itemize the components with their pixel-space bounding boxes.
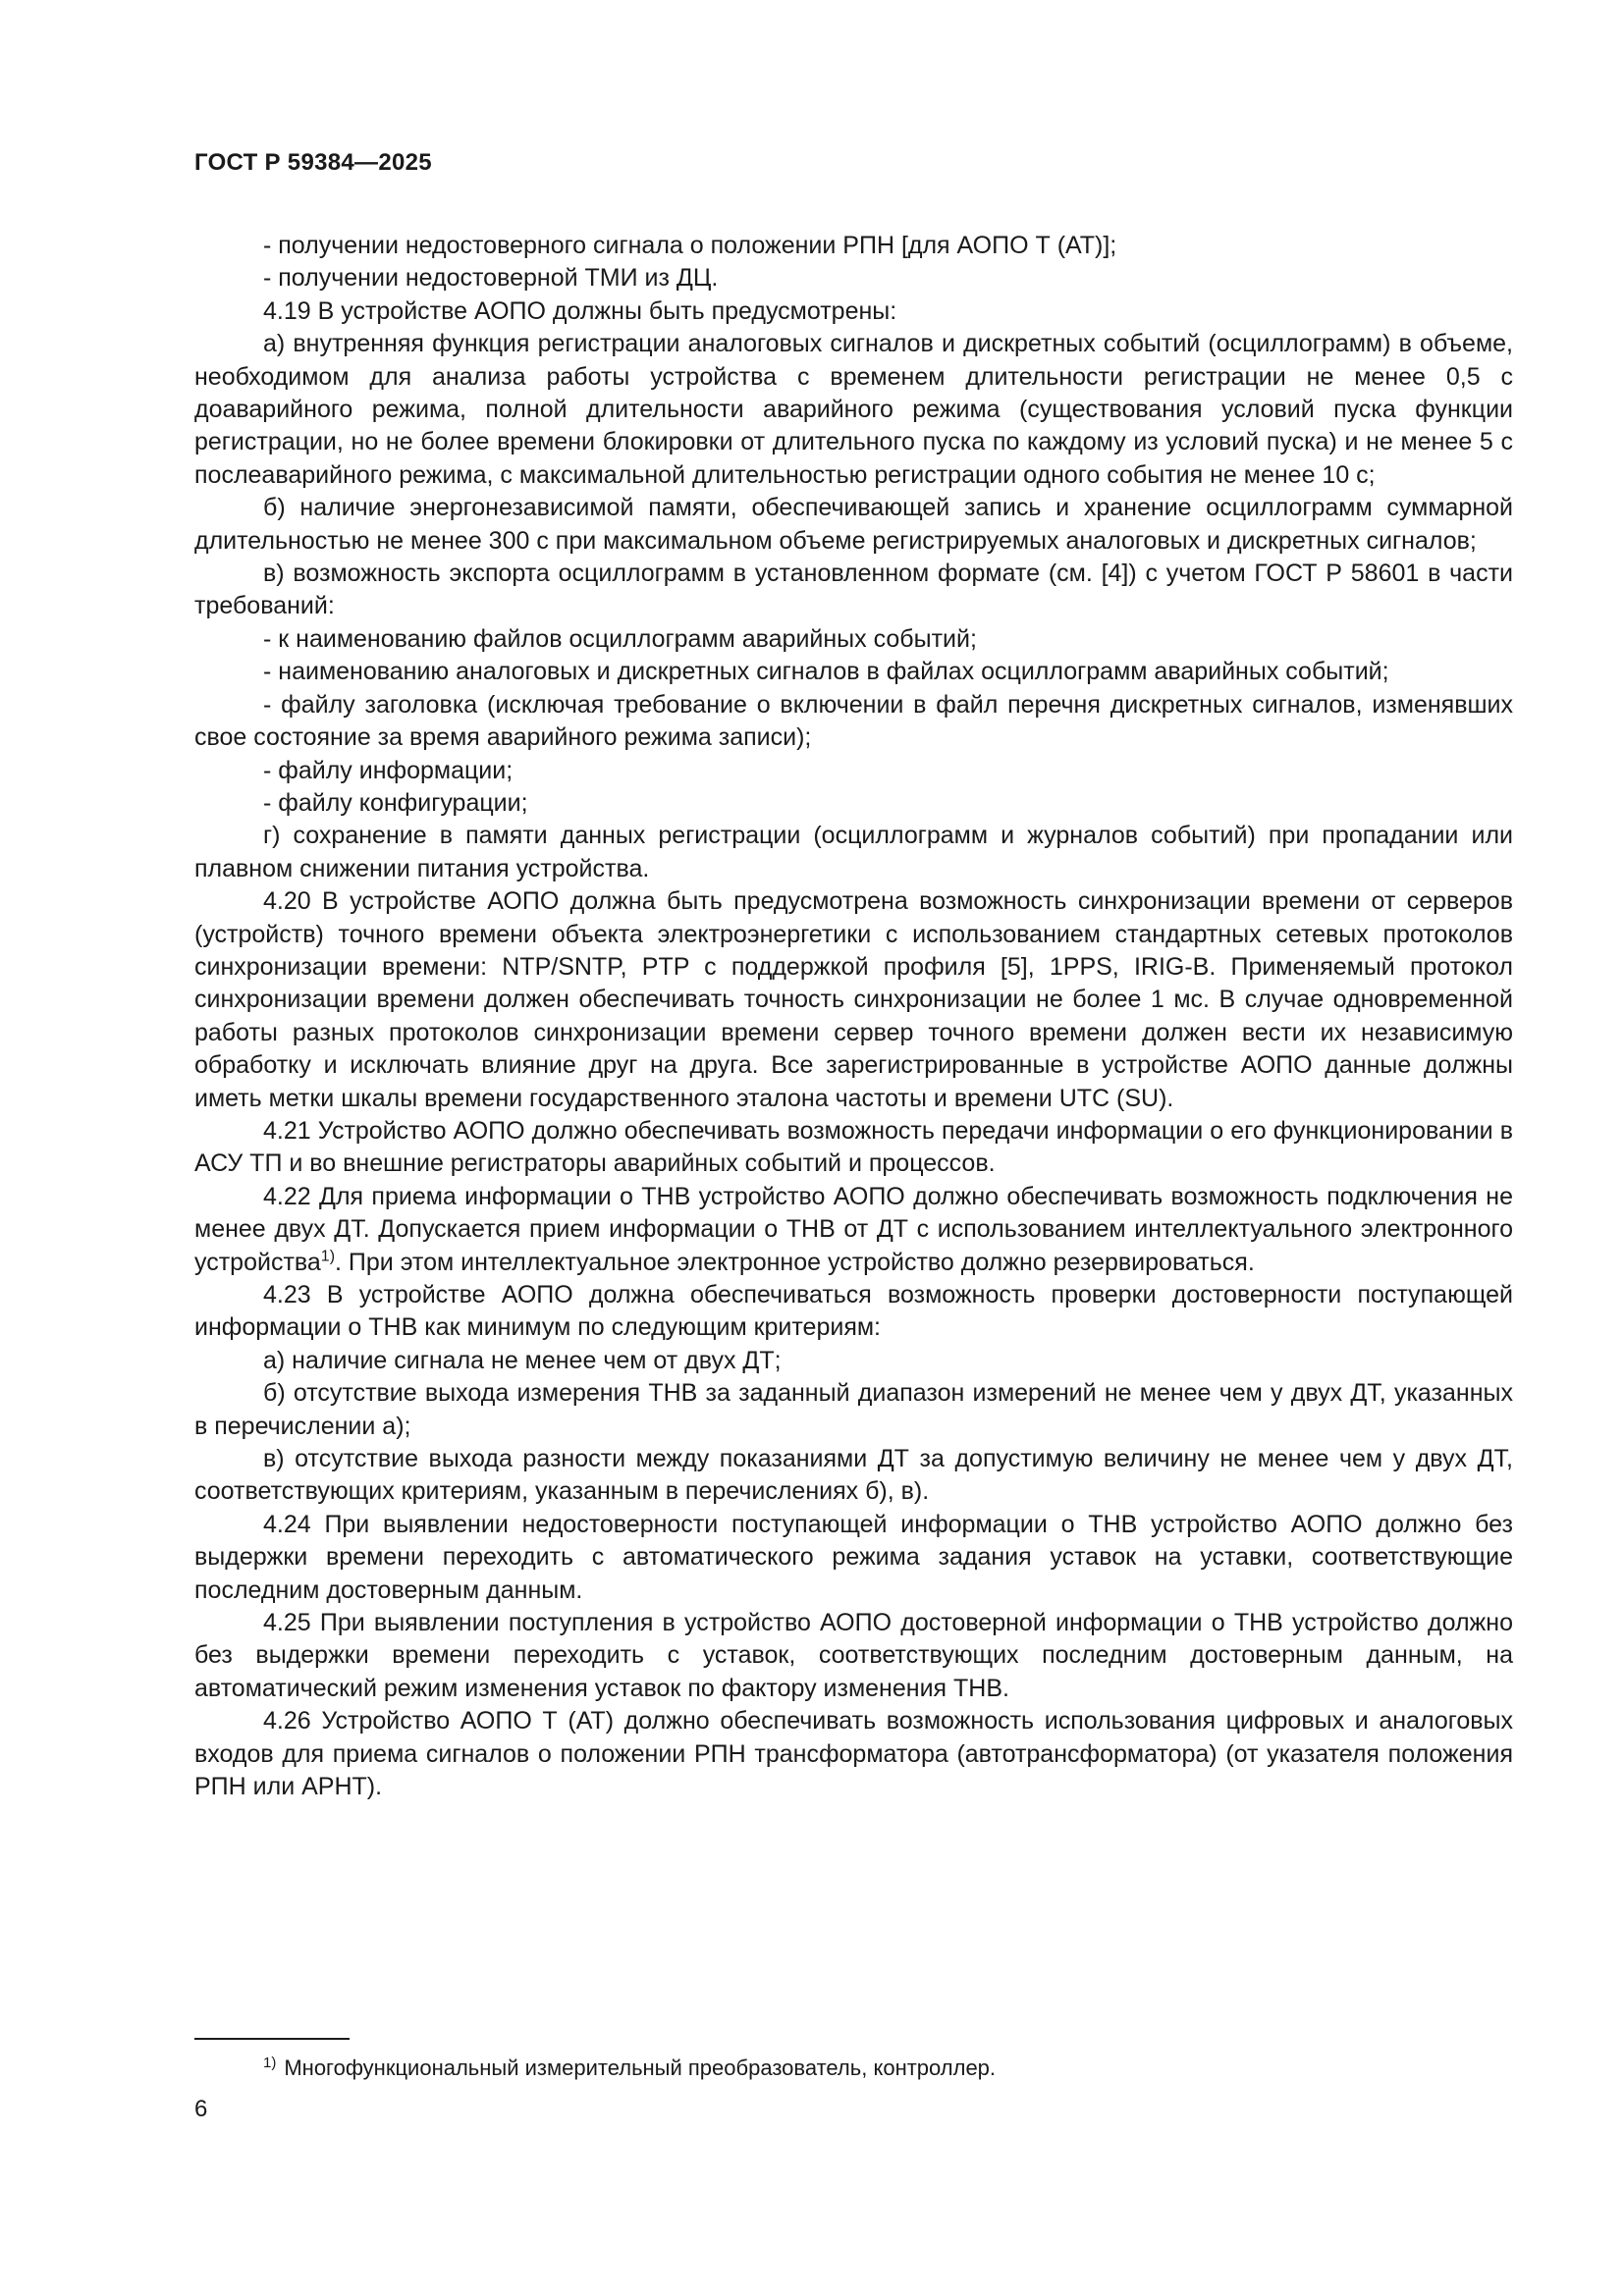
paragraph: - к наименованию файлов осциллограмм аварийных событий; — [263, 624, 977, 653]
paragraph: - получении недостоверного сигнала о положении РПН [для АОПО Т (АТ)]; — [263, 232, 1117, 259]
footnote-divider — [194, 2038, 350, 2040]
footnote-text: Многофункциональный измерительный преобразователь, контроллер. — [284, 2056, 997, 2080]
paragraph: а) внутренняя функция регистрации аналоговых сигналов и дискретных событий (осциллограмм) в объеме, необходимом для анализа работы устройства с временем длительности регистрации не менее 0,5 с доаварийного режима, полной длительности аварийного режима (существования условий пуска функции регистрации, но не более времени блокировки от длительного пуска по каждому из условий пуска) и не менее 5 с послеаварийного режима, с максимальной длительностью регистрации одного события не менее 10 с; — [194, 330, 1513, 489]
footnote-marker: 1) — [263, 2054, 277, 2071]
clause-4-25: 4.25 При выявлении поступления в устройство АОПО достоверной информации о ТНВ устройство должно без выдержки времени переходить с уставок, соответствующих последним достоверным данным, на автоматический режим изменения уставок по фактору изменения ТНВ. — [194, 1609, 1513, 1702]
clause-4-21: 4.21 Устройство АОПО должно обеспечивать возможность передачи информации о его функционировании в АСУ ТП и во внешние регистраторы аварийных событий и процессов. — [194, 1116, 1513, 1178]
paragraph: - файлу заголовка (исключая требование о включении в файл перечня дискретных сигналов, изменявших свое состояние за время аварийного режима записи); — [194, 690, 1513, 752]
paragraph: в) возможность экспорта осциллограмм в установленном формате (см. [4]) с учетом ГОСТ Р 58601 в части требований: — [194, 560, 1513, 620]
clause-4-22-continuation: . При этом интеллектуальное электронное устройство должно резервироваться. — [335, 1248, 1255, 1276]
clause-4-22 — [194, 1181, 1513, 1279]
paragraph: - наименованию аналоговых и дискретных сигналов в файлах осциллограмм аварийных событий; — [263, 658, 1389, 686]
clause-4-23: 4.23 В устройстве АОПО должна обеспечиваться возможность проверки достоверности поступающей информации о ТНВ как минимум по следующим критериям: — [194, 1281, 1513, 1342]
paragraph: б) наличие энергонезависимой памяти, обеспечивающей запись и хранение осциллограмм суммарной длительностью не менее 300 с при максимальном объеме регистрируемых аналоговых и дискретных сигналов; — [194, 494, 1513, 555]
footnote-reference[interactable]: 1) — [320, 1248, 336, 1265]
document-header: ГОСТ Р 59384—2025 — [194, 149, 432, 176]
clause-4-19: 4.19 В устройстве АОПО должны быть предусмотрены: — [263, 296, 897, 325]
paragraph: - файлу информации; — [263, 756, 514, 784]
clause-4-24: 4.24 При выявлении недостоверности поступающей информации о ТНВ устройство АОПО должно без выдержки времени переходить с автоматического режима задания уставок на уставки, соответствующие последним достоверным данным. — [194, 1510, 1513, 1604]
paragraph: а) наличие сигнала не менее чем от двух ДТ; — [263, 1346, 782, 1374]
page-number: 6 — [194, 2096, 208, 2122]
paragraph: - получении недостоверной ТМИ из ДЦ. — [263, 264, 719, 293]
paragraph: в) отсутствие выхода разности между показаниями ДТ за допустимую величину не менее чем у двух ДТ, соответствующих критериям, указанным в перечислениях б), в). — [194, 1445, 1513, 1506]
footnote — [263, 2055, 996, 2082]
clause-4-22-text: 4.22 Для приема информации о ТНВ устройство АОПО должно обеспечивать возможность подключения не менее двух ДТ. Допускается прием информации о ТНВ от ДТ с использованием интеллектуального электронного устройства — [194, 1182, 1513, 1276]
document-body — [194, 230, 1513, 1804]
clause-4-20: 4.20 В устройстве АОПО должна быть предусмотрена возможность синхронизации времени от серверов (устройств) точного времени объекта электроэнергетики с использованием стандартных сетевых протоколов синхронизации времени: NTP/SNTP, PTP с поддержкой профиля [5], 1PPS, IRIG-B. Применяемый протокол синхронизации времени должен обеспечивать точность синхронизации не более 1 мс. В случае одновременной работы разных протоколов синхронизации времени сервер точного времени должен вести их независимую обработку и исключать влияние друг на друга. Все зарегистрированные в устройстве АОПО данные должны иметь метки шкалы времени государственного эталона частоты и времени UTC (SU). — [194, 887, 1513, 1112]
clause-4-26: 4.26 Устройство АОПО Т (АТ) должно обеспечивать возможность использования цифровых и аналоговых входов для приема сигналов о положении РПН трансформатора (автотрансформатора) (от указателя положения РПН или АРНТ). — [194, 1707, 1513, 1801]
paragraph: - файлу конфигурации; — [263, 788, 528, 817]
paragraph: б) отсутствие выхода измерения ТНВ за заданный диапазон измерений не менее чем у двух ДТ, указанных в перечислении а); — [194, 1379, 1513, 1440]
paragraph: г) сохранение в памяти данных регистрации (осциллограмм и журналов событий) при пропадании или плавном снижении питания устройства. — [194, 822, 1513, 882]
